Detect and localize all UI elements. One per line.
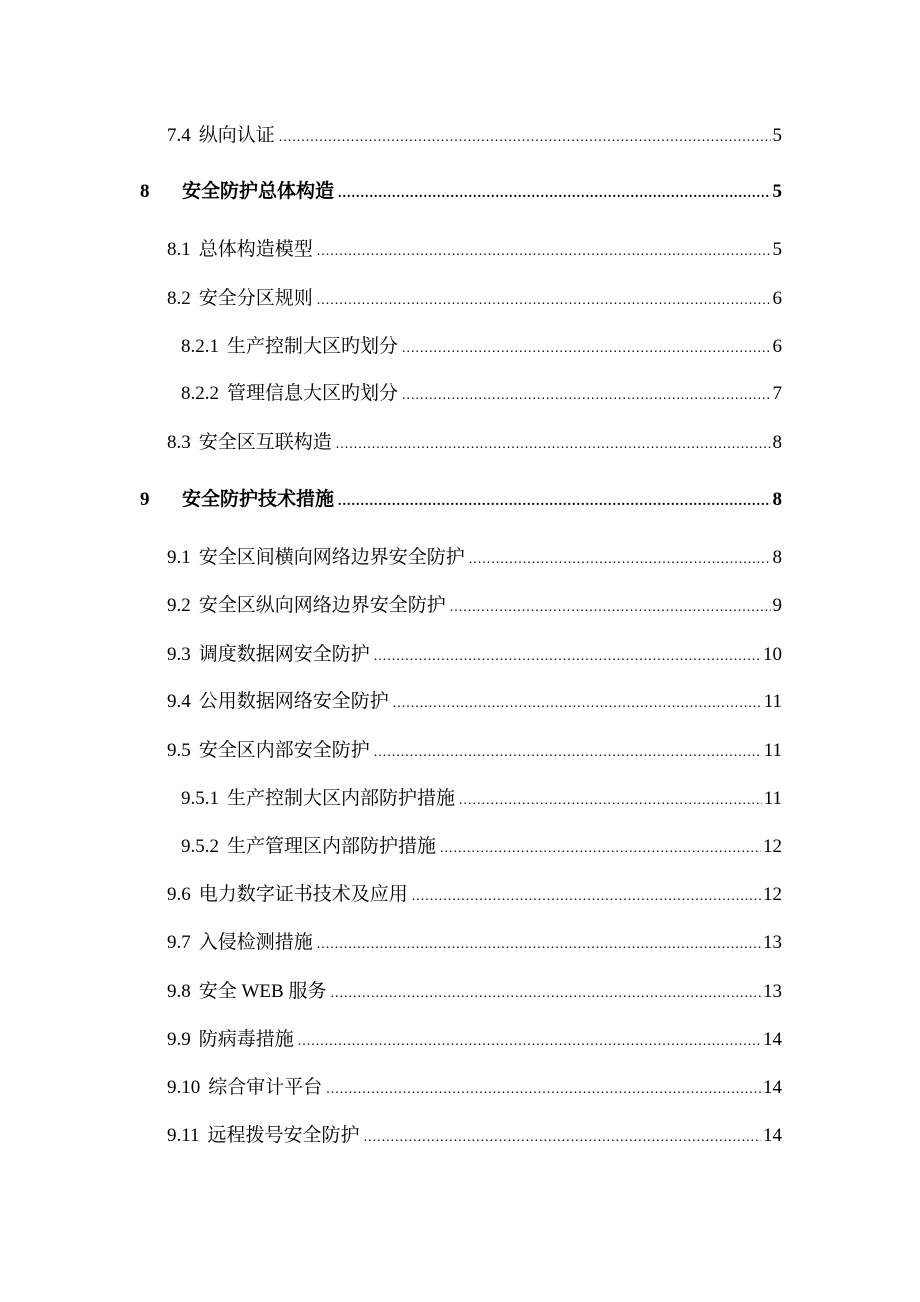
toc-entry-number: 8.2.2 bbox=[181, 383, 219, 404]
toc-dot-leader bbox=[412, 885, 761, 909]
toc-entry-page: 13 bbox=[763, 932, 782, 953]
toc-entry-number: 9.10 bbox=[167, 1077, 201, 1098]
toc-dot-leader bbox=[374, 741, 762, 765]
toc-entry-title: 生产管理区内部防护措施 bbox=[227, 836, 437, 857]
toc-dot-leader bbox=[317, 933, 761, 957]
toc-entry-page: 10 bbox=[763, 644, 782, 665]
toc-entry-number: 9 bbox=[140, 489, 150, 510]
toc-entry-title: 安全区间横向网络边界安全防护 bbox=[198, 547, 465, 568]
toc-dot-leader bbox=[469, 548, 771, 572]
toc-entry[interactable] bbox=[167, 431, 782, 457]
toc-entry-number: 9.5.2 bbox=[181, 836, 219, 857]
toc-entry-title: 生产控制大区旳划分 bbox=[227, 336, 399, 357]
toc-entry[interactable] bbox=[167, 643, 782, 669]
toc-subentry[interactable] bbox=[181, 787, 782, 813]
toc-entry-page: 6 bbox=[772, 288, 782, 309]
toc-entry-number: 9.6 bbox=[167, 884, 191, 905]
toc-dot-leader bbox=[317, 289, 771, 313]
toc-dot-leader bbox=[402, 337, 770, 361]
toc-dot-leader bbox=[317, 240, 771, 264]
toc-entry[interactable] bbox=[167, 980, 782, 1006]
toc-entry-number: 8.2.1 bbox=[181, 336, 219, 357]
toc-entry-title: 纵向认证 bbox=[198, 125, 275, 146]
toc-dot-leader bbox=[450, 596, 771, 620]
toc-entry[interactable] bbox=[167, 883, 782, 909]
toc-dot-leader bbox=[338, 182, 770, 206]
toc-entry-number: 9.3 bbox=[167, 644, 191, 665]
toc-entry-page: 9 bbox=[772, 595, 782, 616]
toc-entry-title: 安全区内部安全防护 bbox=[198, 740, 370, 761]
toc-dot-leader bbox=[440, 837, 761, 861]
toc-entry-page: 8 bbox=[772, 432, 782, 453]
toc-entry[interactable] bbox=[167, 1124, 782, 1150]
toc-entry-page: 11 bbox=[763, 691, 782, 712]
toc-subentry[interactable] bbox=[181, 335, 782, 361]
toc-entry[interactable] bbox=[167, 594, 782, 620]
toc-entry-page: 12 bbox=[763, 836, 782, 857]
toc-entry-title: 生产控制大区内部防护措施 bbox=[227, 788, 456, 809]
toc-entry-number: 9.9 bbox=[167, 1029, 191, 1050]
toc-entry[interactable] bbox=[167, 287, 782, 313]
toc-entry[interactable] bbox=[167, 931, 782, 957]
toc-entry[interactable] bbox=[167, 739, 782, 765]
toc-entry-page: 6 bbox=[772, 336, 782, 357]
toc-entry-title: 安全防护总体构造 bbox=[182, 181, 335, 202]
toc-dot-leader bbox=[364, 1126, 761, 1150]
toc-dot-leader bbox=[336, 433, 771, 457]
toc-entry-page: 12 bbox=[763, 884, 782, 905]
toc-entry-page: 7 bbox=[772, 383, 782, 404]
toc-entry[interactable] bbox=[167, 1028, 782, 1054]
toc-entry-title: 远程拨号安全防护 bbox=[207, 1125, 360, 1146]
toc-entry-number: 9.5 bbox=[167, 740, 191, 761]
toc-entry-page: 14 bbox=[763, 1125, 782, 1146]
toc-entry-number: 7.4 bbox=[167, 125, 191, 146]
toc-dot-leader bbox=[279, 126, 771, 150]
toc-entry-title: 安全防护技术措施 bbox=[182, 489, 335, 510]
toc-entry[interactable] bbox=[167, 690, 782, 716]
toc-entry[interactable] bbox=[167, 546, 782, 572]
toc-entry-title: 调度数据网安全防护 bbox=[198, 644, 370, 665]
toc-entry-title: 入侵检测措施 bbox=[198, 932, 313, 953]
toc-entry-number: 9.1 bbox=[167, 547, 191, 568]
toc-entry-page: 5 bbox=[772, 239, 782, 260]
toc-dot-leader bbox=[298, 1030, 761, 1054]
toc-entry-number: 9.2 bbox=[167, 595, 191, 616]
toc-entry[interactable] bbox=[167, 238, 782, 264]
toc-entry-number: 9.4 bbox=[167, 691, 191, 712]
toc-entry-page: 14 bbox=[763, 1077, 782, 1098]
toc-dot-leader bbox=[326, 1078, 761, 1102]
toc-entry-page: 8 bbox=[772, 489, 782, 510]
toc-entry-number: 9.11 bbox=[167, 1125, 200, 1146]
toc-entry[interactable] bbox=[167, 124, 782, 150]
toc-entry-page: 5 bbox=[772, 125, 782, 146]
toc-entry-number: 8.2 bbox=[167, 288, 191, 309]
toc-entry-page: 11 bbox=[763, 788, 782, 809]
toc-entry-page: 5 bbox=[772, 181, 782, 202]
toc-chapter-entry[interactable] bbox=[140, 180, 782, 206]
toc-subentry[interactable] bbox=[181, 835, 782, 861]
toc-entry-number: 9.5.1 bbox=[181, 788, 219, 809]
toc-dot-leader bbox=[393, 692, 762, 716]
toc-entry-page: 8 bbox=[772, 547, 782, 568]
toc-entry-number: 8 bbox=[140, 181, 150, 202]
toc-entry-number: 9.7 bbox=[167, 932, 191, 953]
toc-dot-leader bbox=[402, 384, 770, 408]
toc-entry-number: 9.8 bbox=[167, 981, 191, 1002]
toc-entry-page: 11 bbox=[763, 740, 782, 761]
toc-entry-title: 管理信息大区旳划分 bbox=[227, 383, 399, 404]
toc-subentry[interactable] bbox=[181, 382, 782, 408]
toc-entry-title: 安全区互联构造 bbox=[198, 432, 332, 453]
toc-entry-page: 13 bbox=[763, 981, 782, 1002]
toc-entry[interactable] bbox=[167, 1076, 782, 1102]
toc-entry-title: 综合审计平台 bbox=[208, 1077, 323, 1098]
toc-entry-title: 安全区纵向网络边界安全防护 bbox=[198, 595, 446, 616]
toc-dot-leader bbox=[330, 982, 761, 1006]
toc-entry-title: 总体构造模型 bbox=[198, 239, 313, 260]
toc-entry-page: 14 bbox=[763, 1029, 782, 1050]
toc-dot-leader bbox=[338, 490, 770, 514]
toc-entry-title: 安全 WEB 服务 bbox=[198, 981, 327, 1002]
toc-entry-title: 公用数据网络安全防护 bbox=[198, 691, 389, 712]
toc-entry-number: 8.3 bbox=[167, 432, 191, 453]
toc-dot-leader bbox=[459, 789, 762, 813]
toc-entry-title: 防病毒措施 bbox=[198, 1029, 294, 1050]
toc-chapter-entry[interactable] bbox=[140, 488, 782, 514]
toc-dot-leader bbox=[374, 645, 761, 669]
toc-entry-number: 8.1 bbox=[167, 239, 191, 260]
toc-entry-title: 电力数字证书技术及应用 bbox=[198, 884, 408, 905]
toc-entry-title: 安全分区规则 bbox=[198, 288, 313, 309]
